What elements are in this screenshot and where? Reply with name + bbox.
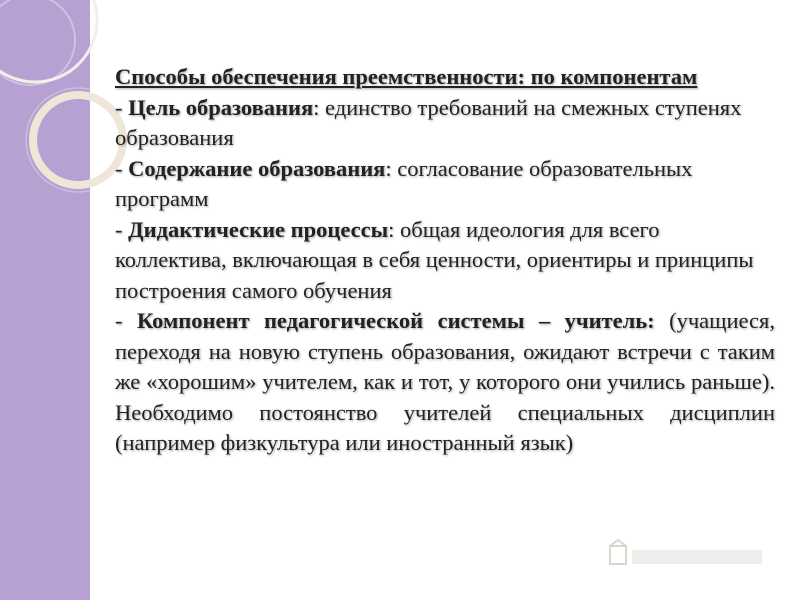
item-dash: - (115, 216, 129, 242)
item-text: : согласование образовательных программ (115, 155, 693, 211)
item-dash: - (115, 94, 129, 120)
item-text: : общая идеология для всего коллектива, включающая в себя ценности, ориентиры и принципы построения самого обучения (115, 216, 754, 303)
item-text: (учащиеся, переходя на новую ступень образования, ожидают встречи с таким же «хорошим» учителем, как и тот, у которого они учились раньше). Необходимо постоянство учителей специальных дисциплин (например физкультура или иностранный язык) (115, 308, 776, 455)
list-item (115, 306, 775, 459)
item-term: Цель образования (128, 94, 314, 120)
slide-heading: Способы обеспечения преемственности: по компонентам (115, 64, 698, 89)
list-item (115, 154, 775, 215)
item-dash: - (115, 308, 137, 333)
item-dash: - (115, 155, 129, 181)
watermark-logo-icon (608, 538, 768, 574)
list-item (115, 93, 775, 154)
item-text: : единство требований на смежных ступенях образования (115, 94, 742, 150)
list-item (115, 215, 775, 307)
item-term: Дидактические процессы (128, 216, 389, 242)
slide-content (115, 62, 775, 459)
item-term: Компонент педагогической системы – учитель: (136, 308, 655, 333)
item-term: Содержание образования (128, 155, 386, 181)
sidebar-panel (0, 0, 90, 600)
